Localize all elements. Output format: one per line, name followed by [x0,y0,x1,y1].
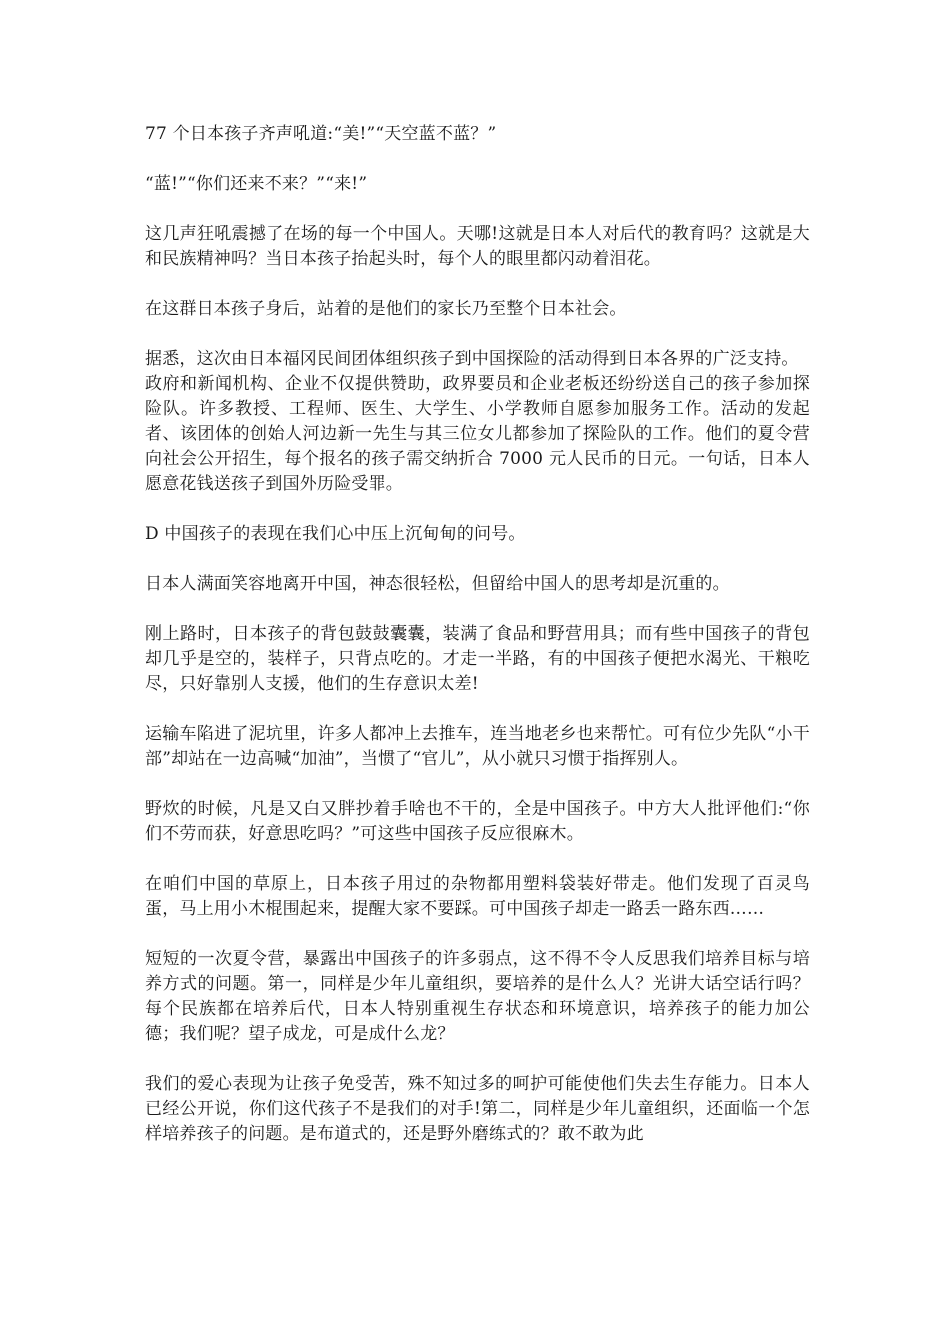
paragraph-1: 77 个日本孩子齐声吼道:“美!”“天空蓝不蓝？” [145,124,497,144]
paragraph-4: 在这群日本孩子身后，站着的是他们的家长乃至整个日本社会。 [145,299,627,319]
paragraph-6: 政府和新闻机构、企业不仅提供赞助，政界要员和企业老板还纷纷送自己的孩子参加探险队。许多教授、工程师、医生、大学生、小学教师自愿参加服务工作。活动的发起者、该团体的创始人河边新一先生与其三位女儿都参加了探险队的工作。他们的夏令营向社会公开招生，每个报名的孩子需交纳折合 7000 元人民币的日元。一句话，日本人愿意花钱送孩子到国外历险受罪。 [145,374,810,494]
article-body [145,122,810,1147]
paragraph-5: 据悉，这次由日本福冈民间团体组织孩子到中国探险的活动得到日本各界的广泛支持。 [145,349,799,369]
paragraph-8: 日本人满面笑容地离开中国，神态很轻松，但留给中国人的思考却是沉重的。 [145,574,730,594]
paragraph-9: 刚上路时，日本孩子的背包鼓鼓囊囊，装满了食品和野营用具；而有些中国孩子的背包却几乎是空的，装样子，只背点吃的。才走一半路，有的中国孩子便把水渴光、干粮吃尽，只好靠别人支援，他们的生存意识太差! [145,624,810,694]
paragraph-14: 我们的爱心表现为让孩子免受苦，殊不知过多的呵护可能使他们失去生存能力。日本人已经公开说，你们这代孩子不是我们的对手!第二，同样是少年儿童组织，还面临一个怎样培养孩子的问题。是布道式的，还是野外磨练式的？敢不敢为此 [145,1074,810,1144]
paragraph-7: D 中国孩子的表现在我们心中压上沉甸甸的问号。 [145,524,526,544]
paragraph-11: 野炊的时候，凡是又白又胖抄着手啥也不干的，全是中国孩子。中方大人批评他们:“你们不劳而获，好意思吃吗？”可这些中国孩子反应很麻木。 [145,799,810,844]
paragraph-12: 在咱们中国的草原上，日本孩子用过的杂物都用塑料袋装好带走。他们发现了百灵鸟蛋，马上用小木棍围起来，提醒大家不要踩。可中国孩子却走一路丢一路东西…… [145,874,810,919]
paragraph-3: 这几声狂吼震撼了在场的每一个中国人。天哪!这就是日本人对后代的教育吗？这就是大和民族精神吗？当日本孩子抬起头时，每个人的眼里都闪动着泪花。 [145,224,810,269]
paragraph-13: 短短的一次夏令营，暴露出中国孩子的许多弱点，这不得不令人反思我们培养目标与培养方式的问题。第一，同样是少年儿童组织，要培养的是什么人？光讲大话空话行吗？每个民族都在培养后代，日本人特别重视生存状态和环境意识，培养孩子的能力加公德；我们呢？望子成龙，可是成什么龙？ [145,949,810,1044]
paragraph-2: “蓝!”“你们还来不来？”“来!” [145,174,368,194]
paragraph-10: 运输车陷进了泥坑里，许多人都冲上去推车，连当地老乡也来帮忙。可有位少先队“小干部”却站在一边高喊“加油”，当惯了“官儿”，从小就只习惯于指挥别人。 [145,724,810,769]
